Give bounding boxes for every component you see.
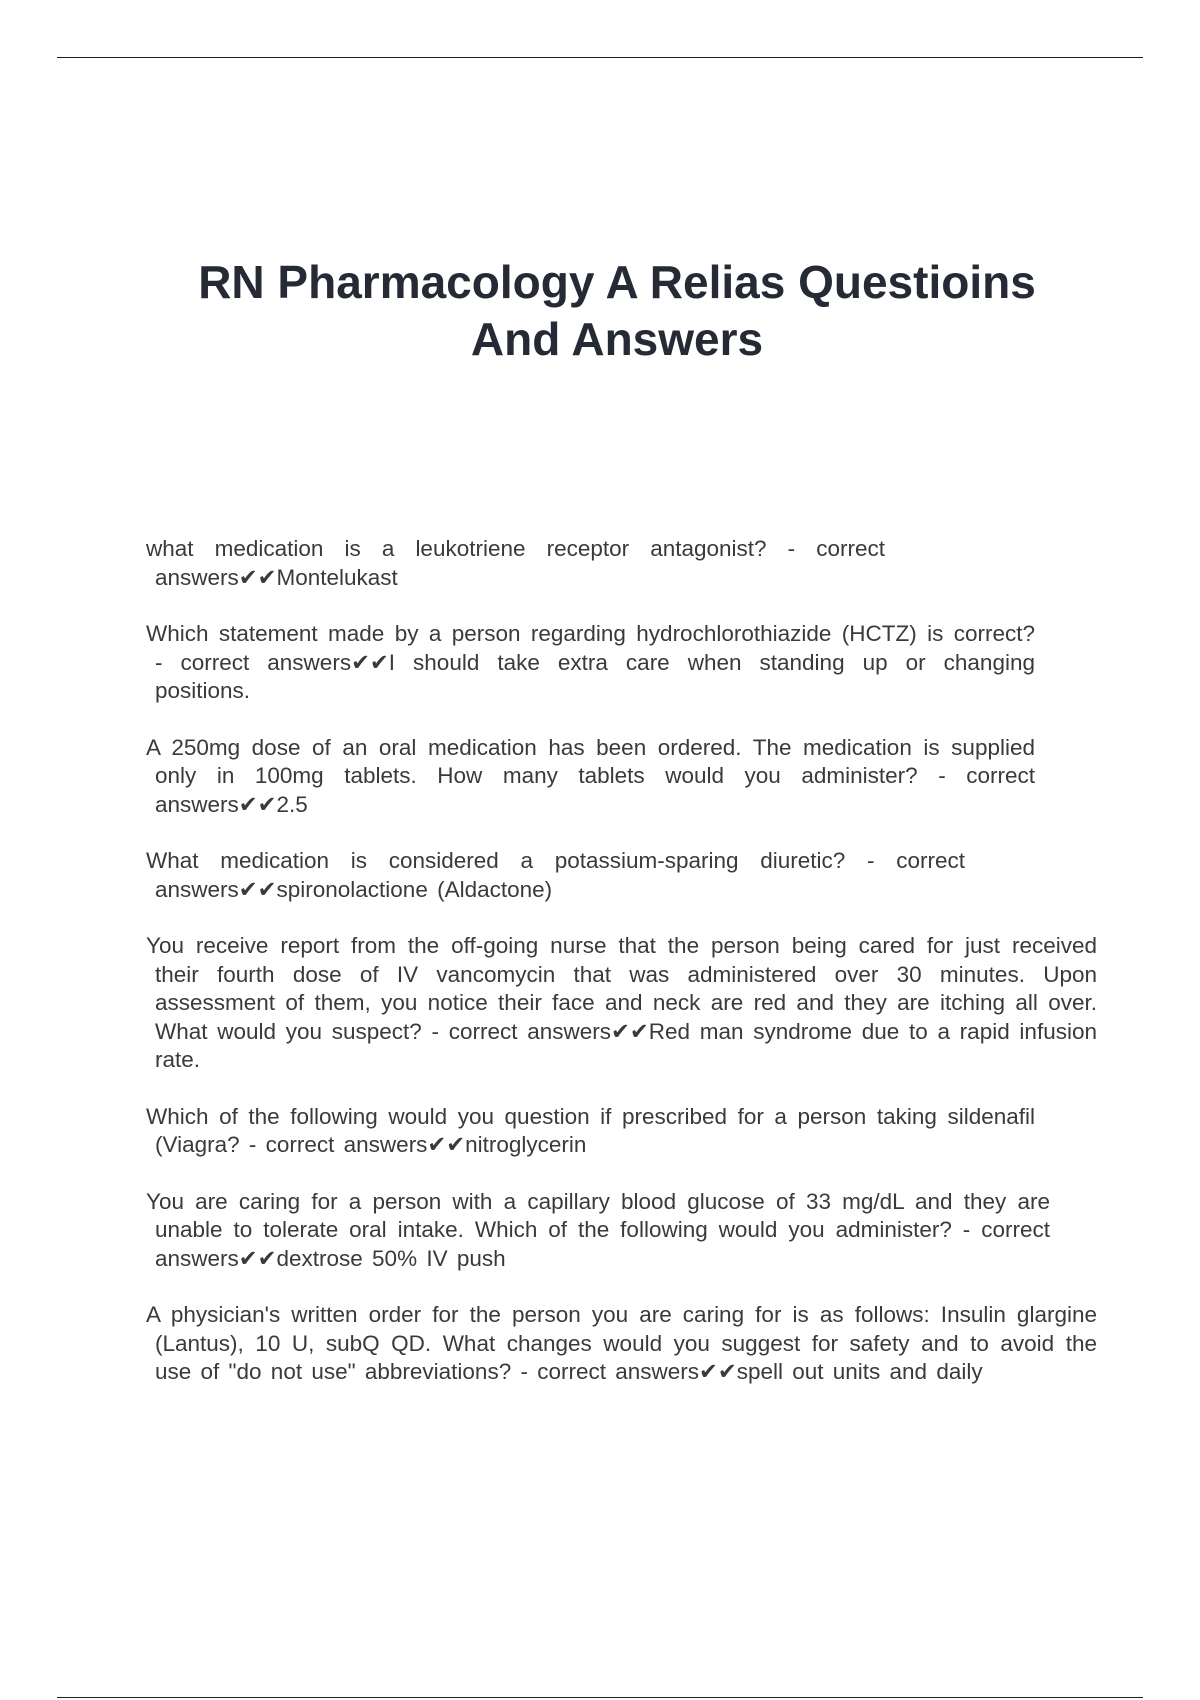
title-line-1: RN Pharmacology A Relias Questioins [198,256,1036,308]
qa-item: Which statement made by a person regarding hydrochlorothiazide (HCTZ) is correct? - correct answers✔✔I should take extra care when standing up or changing positions. [146,621,1035,703]
qa-item: You receive report from the off-going nurse that the person being cared for just received their fourth dose of IV vancomycin that was administered over 30 minutes. Upon assessment of them, you notice their face and neck are red and they are itching all over. What would you suspect? - correct answers✔✔Red man syndrome due to a rapid infusion rate. [146,933,1097,1072]
top-rule [57,57,1143,58]
qa-item: Which of the following would you question if prescribed for a person taking sildenafil (Viagra? - correct answers✔✔nitroglycerin [146,1103,1035,1157]
title-line-2: And Answers [470,313,764,365]
qa-item: what medication is a leukotriene receptor antagonist? - correct answers✔✔Montelukast [146,536,885,590]
qa-item: A 250mg dose of an oral medication has been ordered. The medication is supplied only in 100mg tablets. How many tablets would you administer? - correct answers✔✔2.5 [146,734,1035,817]
bottom-rule [57,1697,1143,1698]
page-title [120,254,1114,368]
qa-item: You are caring for a person with a capillary blood glucose of 33 mg/dL and they are unable to tolerate oral intake. Which of the following would you administer? - correct answers✔✔dextrose 50% IV push [146,1188,1050,1271]
qa-list [146,535,1097,1415]
qa-item: What medication is considered a potassium-sparing diuretic? - correct answers✔✔spironolactione (Aldactone) [146,848,965,902]
qa-item: A physician's written order for the person you are caring for is as follows: Insulin glargine (Lantus), 10 U, subQ QD. What changes would you suggest for safety and to avoid the use of "do not use" abbreviations? - correct answers✔✔spell out units and daily [146,1302,1097,1384]
